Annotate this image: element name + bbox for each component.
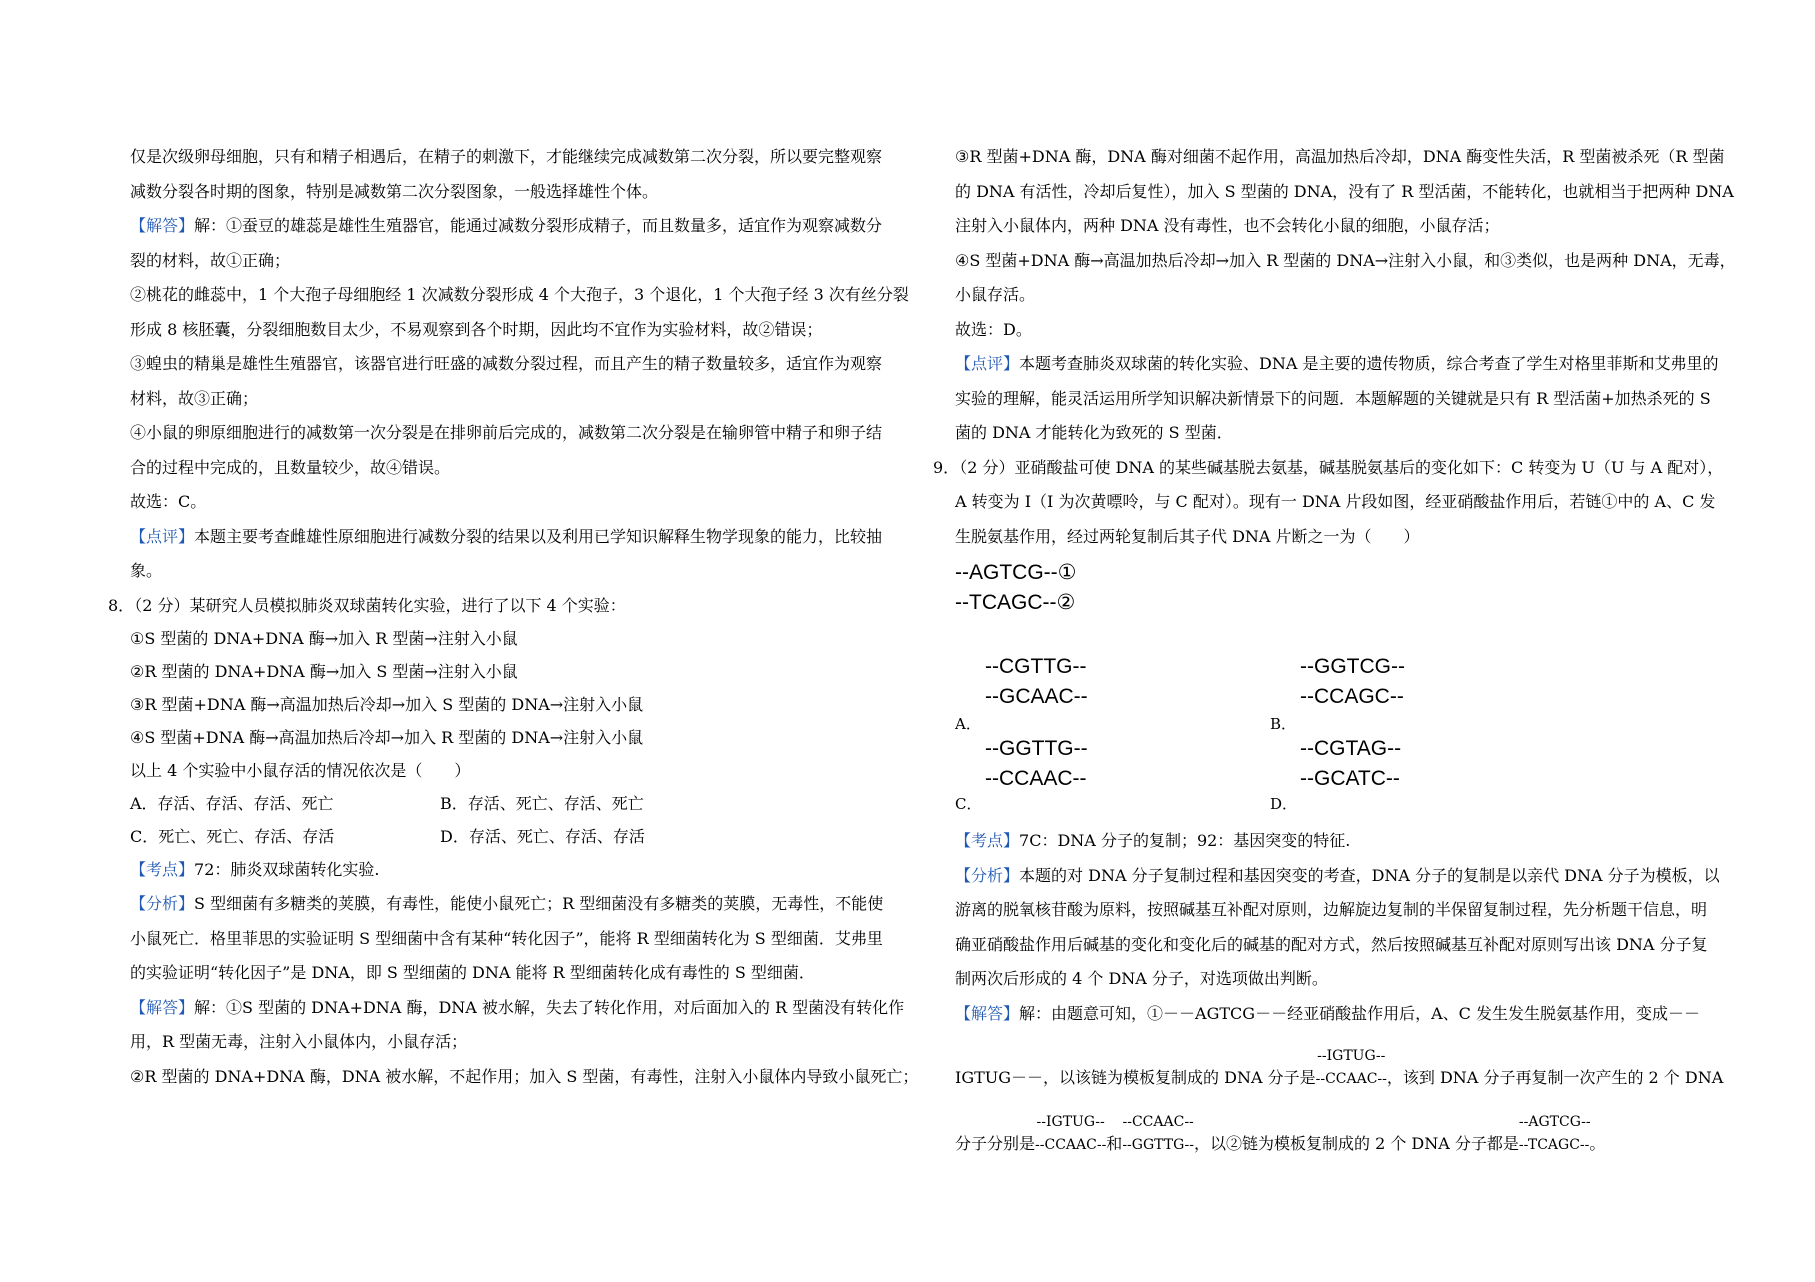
strand: --GGTCG-- [1300, 655, 1405, 678]
text-line: 游离的脱氧核苷酸为原料，按照碱基互补配对原则，边解旋边复制的半保留复制过程，先分析题干信息，明 [955, 900, 1708, 919]
option-label: D． [1270, 795, 1298, 813]
text-line: 的实验证明“转化因子”是 DNA，即 S 型细菌的 DNA 能将 R 型细菌转化成有毒性的 S 型细菌． [130, 963, 815, 982]
analysis-block: 【 分析 】 本题的对 DNA 分子复制过程和基因突变的考查，DNA 分子的复制是以亲代 DNA 分子为模板，以 [955, 859, 1725, 894]
answer-block: 【 解答 】 解：①S 型菌的 DNA+DNA 酶，DNA 被水解，失去了转化作用，对后面加入的 R 型菌没有转化作 [130, 991, 905, 1026]
experiment-item: ①S 型菌的 DNA+DNA 酶→加入 R 型菌→注射入小鼠 [130, 628, 518, 648]
question-9-stem: 9．（2 分）亚硝酸盐可使 DNA 的某些碱基脱去氨基，碱基脱氨基后的变化如下：C 转变为 U（U 与 A 配对）， [933, 457, 1724, 477]
strand: --GCAAC-- [985, 685, 1088, 708]
keypoint-block: 【 考点 】 7C：DNA 分子的复制；92：基因突变的特征. [955, 824, 1725, 859]
text-line: 形成 8 核胚囊，分裂细胞数目太少，不易观察到各个时期，因此均不宜作为实验材料，故②错误； [130, 319, 823, 339]
text-line: 菌的 DNA 才能转化为致死的 S 型菌． [955, 423, 1233, 442]
option-d: D．存活、死亡、存活、存活 [440, 826, 645, 846]
text-line: ②桃花的雌蕊中，1 个大孢子母细胞经 1 次减数分裂形成 4 个大孢子，3 个退化，1 个大孢子经 3 次有丝分裂 [130, 285, 909, 304]
dna-figure [955, 558, 1725, 618]
choice-result: 故选：D。 [955, 319, 1032, 339]
dna-duplex-2: --IGTUG-- --CCAAC-- [1035, 1113, 1107, 1153]
text-line: 材料，故③正确； [130, 388, 259, 408]
options-row [130, 787, 905, 820]
strand: --GGTTG-- [985, 737, 1088, 760]
text-line: IGTUG－－，以该链为模板复制成的 DNA 分子是 --IGTUG-- --CCAAC--，该到 DNA 分子再复制一次产生的 2 个 DNA [955, 1061, 1725, 1097]
option-label: B． [1270, 715, 1297, 733]
option-b [1270, 624, 1570, 734]
option-a [955, 624, 1255, 734]
experiment-item: ③R 型菌+DNA 酶→高温加热后冷却→加入 S 型菌的 DNA→注射入小鼠 [130, 694, 644, 714]
text-line: 确亚硝酸盐作用后碱基的变化和变化后的碱基的配对方式，然后按照碱基互补配对原则写出该 DNA 分子复 [955, 934, 1708, 954]
text-line: 合的过程中完成的，且数量较少，故④错误。 [130, 457, 451, 477]
strand: --CCAAC-- [985, 767, 1087, 790]
comment-block: 【 点评 】 本题主要考查雌雄性原细胞进行减数分裂的结果以及利用已学知识解释生物学现象的能力，比较抽 [130, 520, 905, 555]
answer-tag: 【 解答 】 [130, 216, 194, 235]
option-c [955, 734, 1255, 814]
option-c: C．死亡、死亡、存活、存活 [130, 826, 335, 846]
dna-duplex-1: --IGTUG-- --CCAAC-- [1315, 1048, 1387, 1087]
text-line: 仅是次级卵母细胞，只有和精子相遇后，在精子的刺激下，才能继续完成减数第二次分裂，所以要完整观察 [130, 147, 883, 166]
strand: --CCAGC-- [1300, 685, 1404, 708]
dna-duplex-3: --CCAAC-- --GGTTG-- [1122, 1113, 1194, 1153]
left-column [108, 140, 919, 1094]
analysis-block: 【 分析 】 S 型细菌有多糖类的荚膜，有毒性，能使小鼠死亡；R 型细菌没有多糖类的荚膜，无毒性，不能使 [130, 887, 905, 922]
text-line: 小鼠死亡．格里菲思的实验证明 S 型细菌中含有某种“转化因子”，能将 R 型细菌转化为 S 型细菌．艾弗里 [130, 928, 883, 948]
strand: --CGTAG-- [1300, 737, 1402, 760]
comment-block: 【 点评 】 本题考查肺炎双球菌的转化实验、DNA 是主要的遗传物质，综合考查了学生对格里菲斯和艾弗里的 [955, 347, 1725, 382]
text-line: 生脱氨基作用，经过两轮复制后其子代 DNA 片断之一为（ ） [955, 526, 1420, 546]
text-line: 注射入小鼠体内，两种 DNA 没有毒性，也不会转化小鼠的细胞，小鼠存活； [955, 216, 1500, 235]
strand: --GCATC-- [1300, 767, 1400, 790]
comment-tag: 【 点评 】 [955, 354, 1019, 373]
text-line: 的 DNA 有活性，冷却后复性），加入 S 型菌的 DNA，没有了 R 型活菌，不能转化，也就相当于把两种 DNA [955, 181, 1734, 201]
text-line: 减数分裂各时期的图象，特别是减数第二次分裂图象，一般选择雄性个体。 [130, 181, 659, 201]
option-d [1270, 734, 1570, 814]
comment-tag: 【 点评 】 [130, 527, 194, 546]
dna-duplex-4: --AGTCG-- --TCAGC-- [1518, 1113, 1591, 1153]
text-line: 裂的材料，故①正确； [130, 250, 291, 270]
option-a: A．存活、存活、存活、死亡 [130, 793, 334, 813]
keypoint-block: 【 考点 】 72：肺炎双球菌转化实验. [130, 853, 905, 888]
text-line: ③R 型菌+DNA 酶，DNA 酶对细菌不起作用，高温加热后冷却，DNA 酶变性失活，R 型菌被杀死（R 型菌 [955, 147, 1725, 166]
keypoint-tag: 【 考点 】 [955, 831, 1019, 850]
strand: --CGTTG-- [985, 655, 1087, 678]
text-line: 小鼠存活。 [955, 285, 1036, 304]
analysis-tag: 【 分析 】 [955, 866, 1019, 885]
text-line: ④小鼠的卵原细胞进行的减数第一次分裂是在排卵前后完成的，减数第二次分裂是在输卵管中精子和卵子结 [130, 423, 883, 442]
text-line: A 转变为 I（I 为次黄嘌呤，与 C 配对）。现有一 DNA 片段如图，经亚硝酸盐作用后，若链①中的 A、C 发 [955, 492, 1716, 511]
question-8-stem: 8．（2 分）某研究人员模拟肺炎双球菌转化实验，进行了以下 4 个实验： [108, 595, 626, 615]
text-line: ③蝗虫的精巢是雄性生殖器官，该器官进行旺盛的减数分裂过程，而且产生的精子数量较多，适宜作为观察 [130, 354, 883, 373]
option-label: C． [955, 795, 982, 813]
question-number: 8． [108, 595, 135, 615]
right-column [933, 140, 1736, 1202]
text-line: ②R 型菌的 DNA+DNA 酶，DNA 被水解，不起作用；加入 S 型菌，有毒性，注射入小鼠体内导致小鼠死亡； [130, 1066, 919, 1086]
options-row [130, 820, 905, 853]
analysis-tag: 【 分析 】 [130, 894, 194, 913]
option-label: A． [955, 715, 981, 733]
answer-tag: 【 解答 】 [130, 998, 194, 1017]
text-line: 制两次后形成的 4 个 DNA 分子，对选项做出判断。 [955, 969, 1328, 988]
text-line: 用，R 型菌无毒，注射入小鼠体内，小鼠存活； [130, 1032, 468, 1051]
text-line: 象。 [130, 561, 163, 580]
question-prompt: 以上 4 个实验中小鼠存活的情况依次是（ ） [130, 760, 471, 780]
dna-strand-2: --TCAGC--② [955, 591, 1076, 614]
text-line: ④S 型菌+DNA 酶→高温加热后冷却→加入 R 型菌的 DNA→注射入小鼠，和③类似，也是两种 DNA，无毒， [955, 250, 1736, 270]
answer-block: 【 解答 】 解：由题意可知，①－－AGTCG－－经亚硝酸盐作用后，A、C 发生发生脱氨基作用，变成－－ [955, 997, 1725, 1032]
answer-block: 【 解答 】 解：①蚕豆的雄蕊是雄性生殖器官，能通过减数分裂形成精子，而且数量多，适宜作为观察减数分 [130, 209, 905, 244]
answer-tag: 【 解答 】 [955, 1004, 1019, 1023]
text-line: 实验的理解，能灵活运用所学知识解决新情景下的问题．本题解题的关键就是只有 R 型活菌+加热杀死的 S [955, 388, 1711, 408]
choice-result: 故选：C。 [130, 492, 207, 511]
dna-strand-1: --AGTCG--① [955, 561, 1077, 584]
keypoint-tag: 【 考点 】 [130, 860, 194, 879]
question-number: 9． [933, 457, 960, 477]
text-line: 分子分别是 --IGTUG-- --CCAAC--和 --CCAAC-- --GGTTG--，以②链为模板复制成的 2 个 DNA 分子都是 --AGTCG-- --TCAGC--。 [955, 1127, 1725, 1163]
option-b: B．存活、死亡、存活、死亡 [440, 793, 644, 813]
experiment-item: ④S 型菌+DNA 酶→高温加热后冷却→加入 R 型菌的 DNA→注射入小鼠 [130, 727, 644, 747]
experiment-item: ②R 型菌的 DNA+DNA 酶→加入 S 型菌→注射入小鼠 [130, 661, 518, 681]
